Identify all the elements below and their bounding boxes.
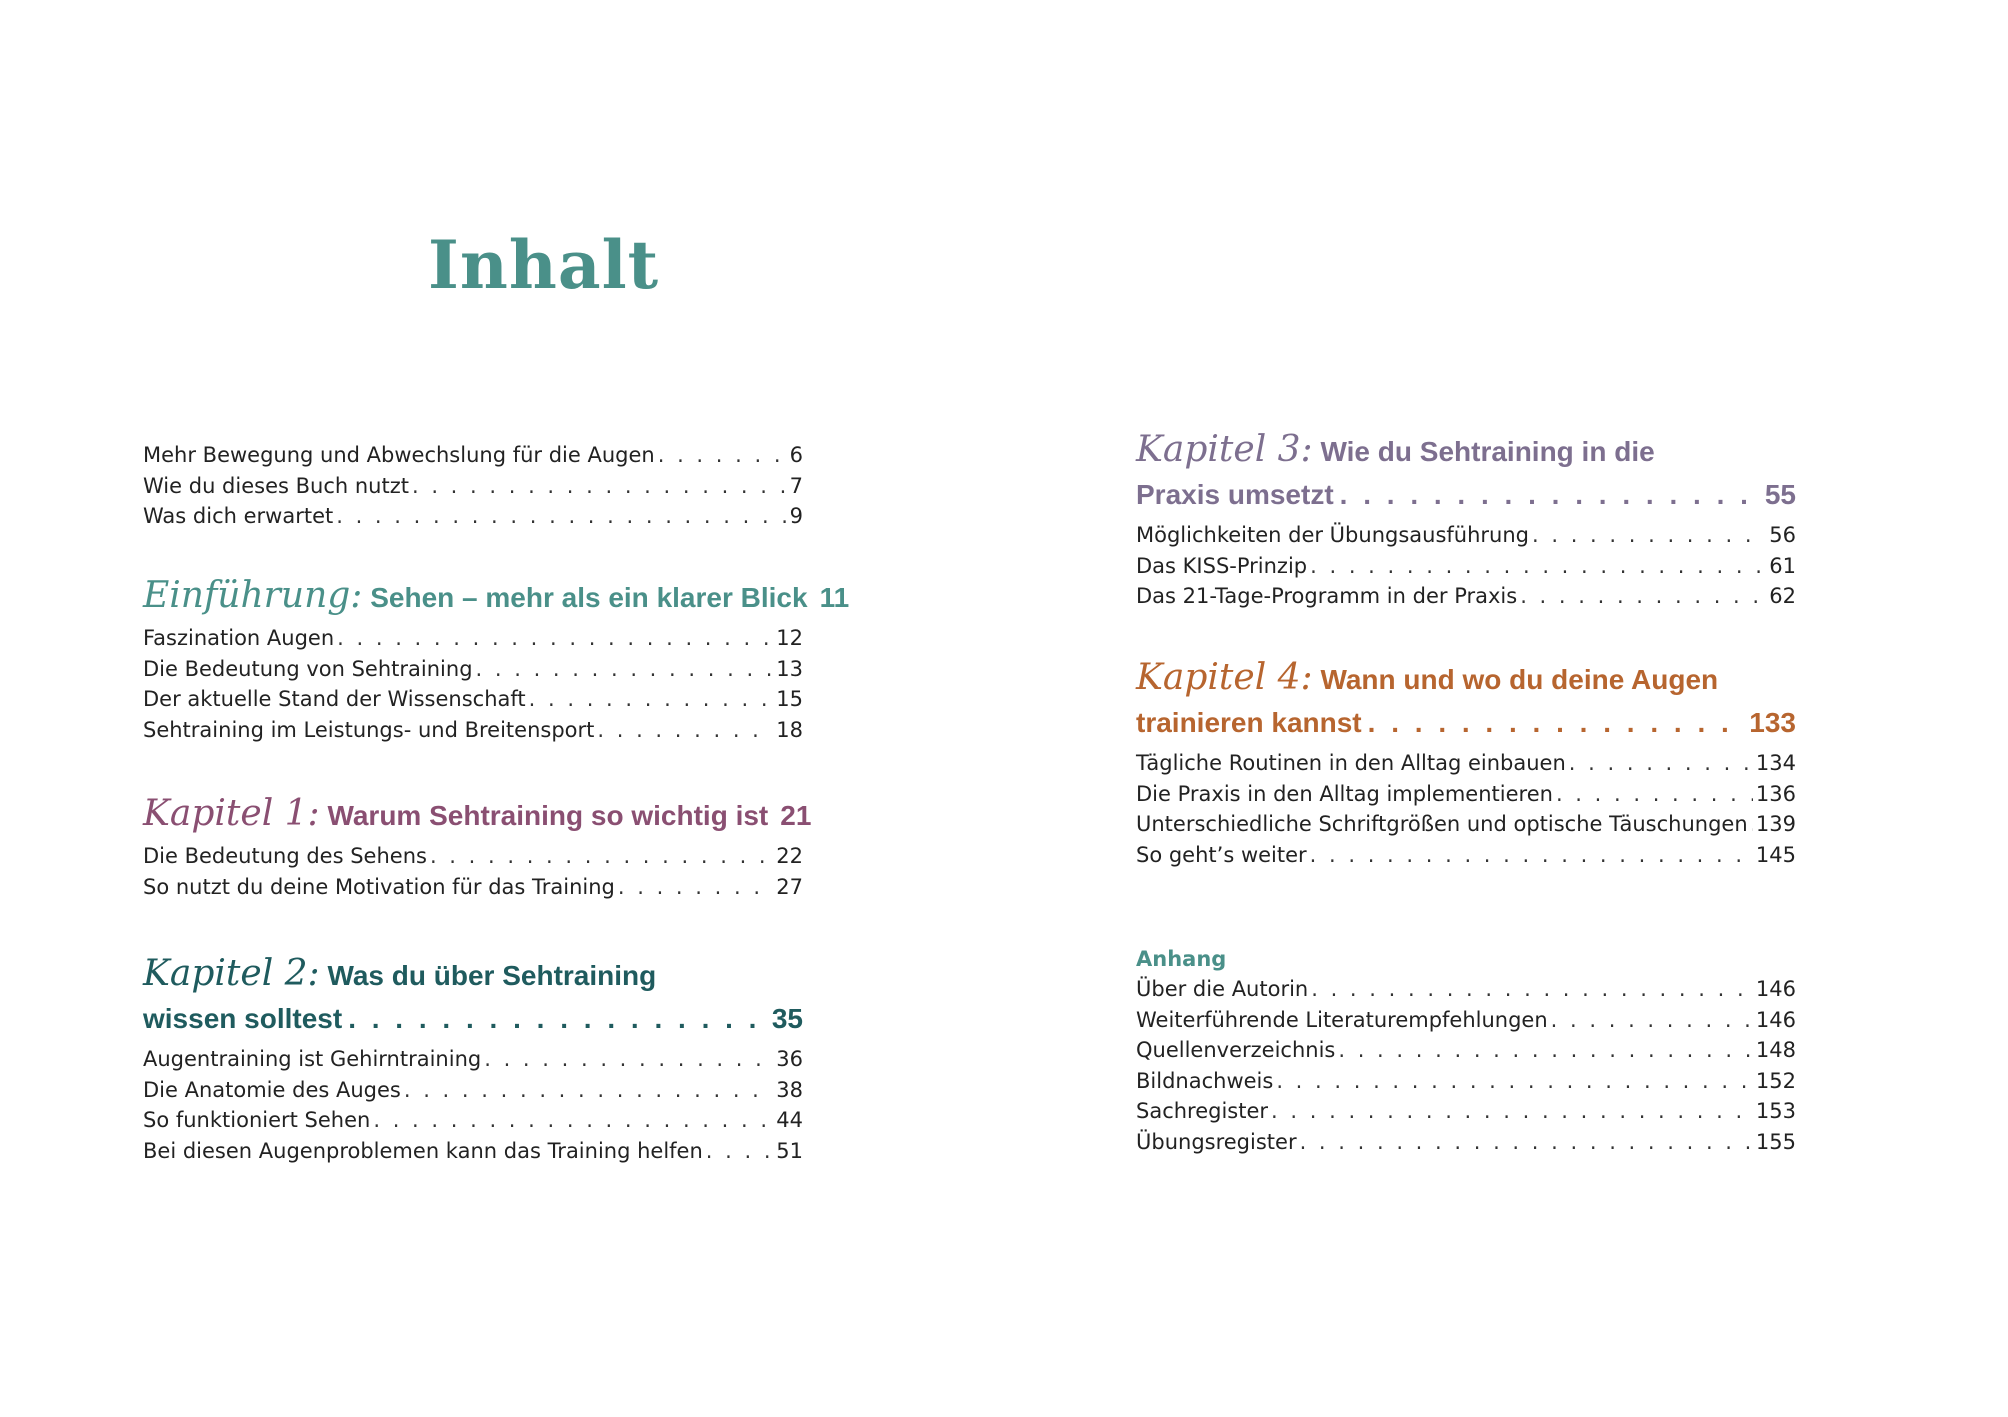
chapter-heading-einfuehrung[interactable]: Einführung: Sehen – mehr als ein klarer Blick 11 bbox=[143, 575, 850, 616]
leader-dots bbox=[1271, 1096, 1753, 1127]
toc-entry[interactable]: Die Bedeutung von Sehtraining . . . 13 bbox=[143, 654, 803, 685]
leader-dots bbox=[1310, 840, 1753, 871]
chapter-heading-kapitel-1[interactable]: Kapitel 1: Warum Sehtraining so wichtig ist 21 bbox=[143, 793, 812, 834]
leader-dots bbox=[1311, 974, 1753, 1005]
toc-entry[interactable]: Die Bedeutung des Sehens . . . 22 bbox=[143, 841, 803, 872]
toc-entry[interactable]: Der aktuelle Stand der Wissenschaft . . . 15 bbox=[143, 684, 803, 715]
toc-entry[interactable]: Mehr Bewegung und Abwechslung für die Augen . . . 6 bbox=[143, 440, 803, 471]
toc-entry[interactable]: Die Anatomie des Auges . . . 38 bbox=[143, 1075, 803, 1106]
toc-entry[interactable]: Quellenverzeichnis . . . 148 bbox=[1136, 1035, 1796, 1066]
leader-dots bbox=[1300, 1127, 1753, 1158]
toc-entry[interactable]: So funktioniert Sehen . . . 44 bbox=[143, 1105, 803, 1136]
toc-entry[interactable]: Augentraining ist Gehirntraining . . . 36 bbox=[143, 1044, 803, 1075]
toc-entry[interactable]: Übungsregister . . . 155 bbox=[1136, 1127, 1796, 1158]
leader-dots bbox=[337, 623, 773, 654]
toc-entry[interactable]: Weiterführende Literaturempfehlungen . . . 146 bbox=[1136, 1005, 1796, 1036]
leader-dots bbox=[412, 471, 787, 502]
leader-dots bbox=[1338, 1035, 1753, 1066]
leader-dots bbox=[529, 684, 774, 715]
leader-dots bbox=[1276, 1066, 1753, 1097]
leader-dots bbox=[404, 1075, 773, 1106]
kapitel4-section bbox=[1136, 656, 1796, 870]
leader-dots bbox=[1310, 551, 1766, 582]
leader-dots bbox=[430, 841, 773, 872]
leader-dots bbox=[1751, 809, 1753, 840]
anhang-section bbox=[1136, 944, 1796, 1157]
toc-entry[interactable]: Über die Autorin . . . 146 bbox=[1136, 974, 1796, 1005]
toc-entry[interactable]: So nutzt du deine Motivation für das Training . . . 27 bbox=[143, 872, 803, 903]
toc-entry[interactable]: Bildnachweis . . . 152 bbox=[1136, 1066, 1796, 1097]
kapitel2-section bbox=[143, 952, 803, 1166]
leader-dots bbox=[1551, 1005, 1753, 1036]
leader-dots bbox=[484, 1044, 773, 1075]
toc-entry[interactable]: Tägliche Routinen in den Alltag einbauen . . . 134 bbox=[1136, 748, 1796, 779]
toc-entry[interactable]: Möglichkeiten der Übungsausführung . . . 56 bbox=[1136, 520, 1796, 551]
leader-dots bbox=[706, 1136, 773, 1167]
chapter-heading-kapitel-2[interactable]: Kapitel 2: Was du über Sehtraining wissen solltest . . . 35 bbox=[143, 952, 803, 1040]
kapitel1-section bbox=[143, 792, 812, 902]
toc-entry[interactable]: Wie du dieses Buch nutzt . . . 7 bbox=[143, 471, 803, 502]
toc-entry[interactable]: Die Praxis in den Alltag implementieren . . . 136 bbox=[1136, 779, 1796, 810]
toc-entry[interactable]: Das KISS-Prinzip . . . 61 bbox=[1136, 551, 1796, 582]
toc-entry[interactable]: Das 21-Tage-Programm in der Praxis . . . 62 bbox=[1136, 581, 1796, 612]
toc-entry[interactable]: Was dich erwartet . . . 9 bbox=[143, 501, 803, 532]
leader-dots bbox=[1520, 581, 1766, 612]
leader-dots bbox=[1569, 748, 1753, 779]
toc-entry[interactable]: Sachregister . . . 153 bbox=[1136, 1096, 1796, 1127]
toc-entry[interactable]: Faszination Augen . . . 12 bbox=[143, 623, 803, 654]
intro-list bbox=[143, 440, 803, 532]
leader-dots bbox=[1556, 779, 1753, 810]
leader-dots bbox=[476, 654, 774, 685]
anhang-heading: Anhang bbox=[1136, 947, 1227, 971]
toc-entry[interactable]: Bei diesen Augenproblemen kann das Training helfen . . . 51 bbox=[143, 1136, 803, 1167]
toc-entry[interactable]: Sehtraining im Leistungs- und Breitensport . . . 18 bbox=[143, 715, 803, 746]
chapter-heading-kapitel-4[interactable]: Kapitel 4: Wann und wo du deine Augen trainieren kannst . . . 133 bbox=[1136, 656, 1796, 744]
page-title: Inhalt bbox=[428, 226, 660, 304]
leader-dots bbox=[618, 872, 773, 903]
leader-dots bbox=[1368, 701, 1744, 744]
leader-dots bbox=[1340, 473, 1759, 516]
leader-dots bbox=[1532, 520, 1766, 551]
toc-entry[interactable]: So geht’s weiter . . . 145 bbox=[1136, 840, 1796, 871]
chapter-heading-kapitel-3[interactable]: Kapitel 3: Wie du Sehtraining in die Praxis umsetzt . . . 55 bbox=[1136, 428, 1796, 516]
leader-dots bbox=[348, 997, 766, 1040]
toc-entry[interactable]: Unterschiedliche Schriftgrößen und optische Täuschungen . . . 139 bbox=[1136, 809, 1796, 840]
einfuehrung-section bbox=[143, 574, 850, 745]
leader-dots bbox=[597, 715, 773, 746]
kapitel3-section bbox=[1136, 428, 1796, 612]
leader-dots bbox=[373, 1105, 773, 1136]
leader-dots bbox=[336, 501, 786, 532]
leader-dots bbox=[658, 440, 787, 471]
